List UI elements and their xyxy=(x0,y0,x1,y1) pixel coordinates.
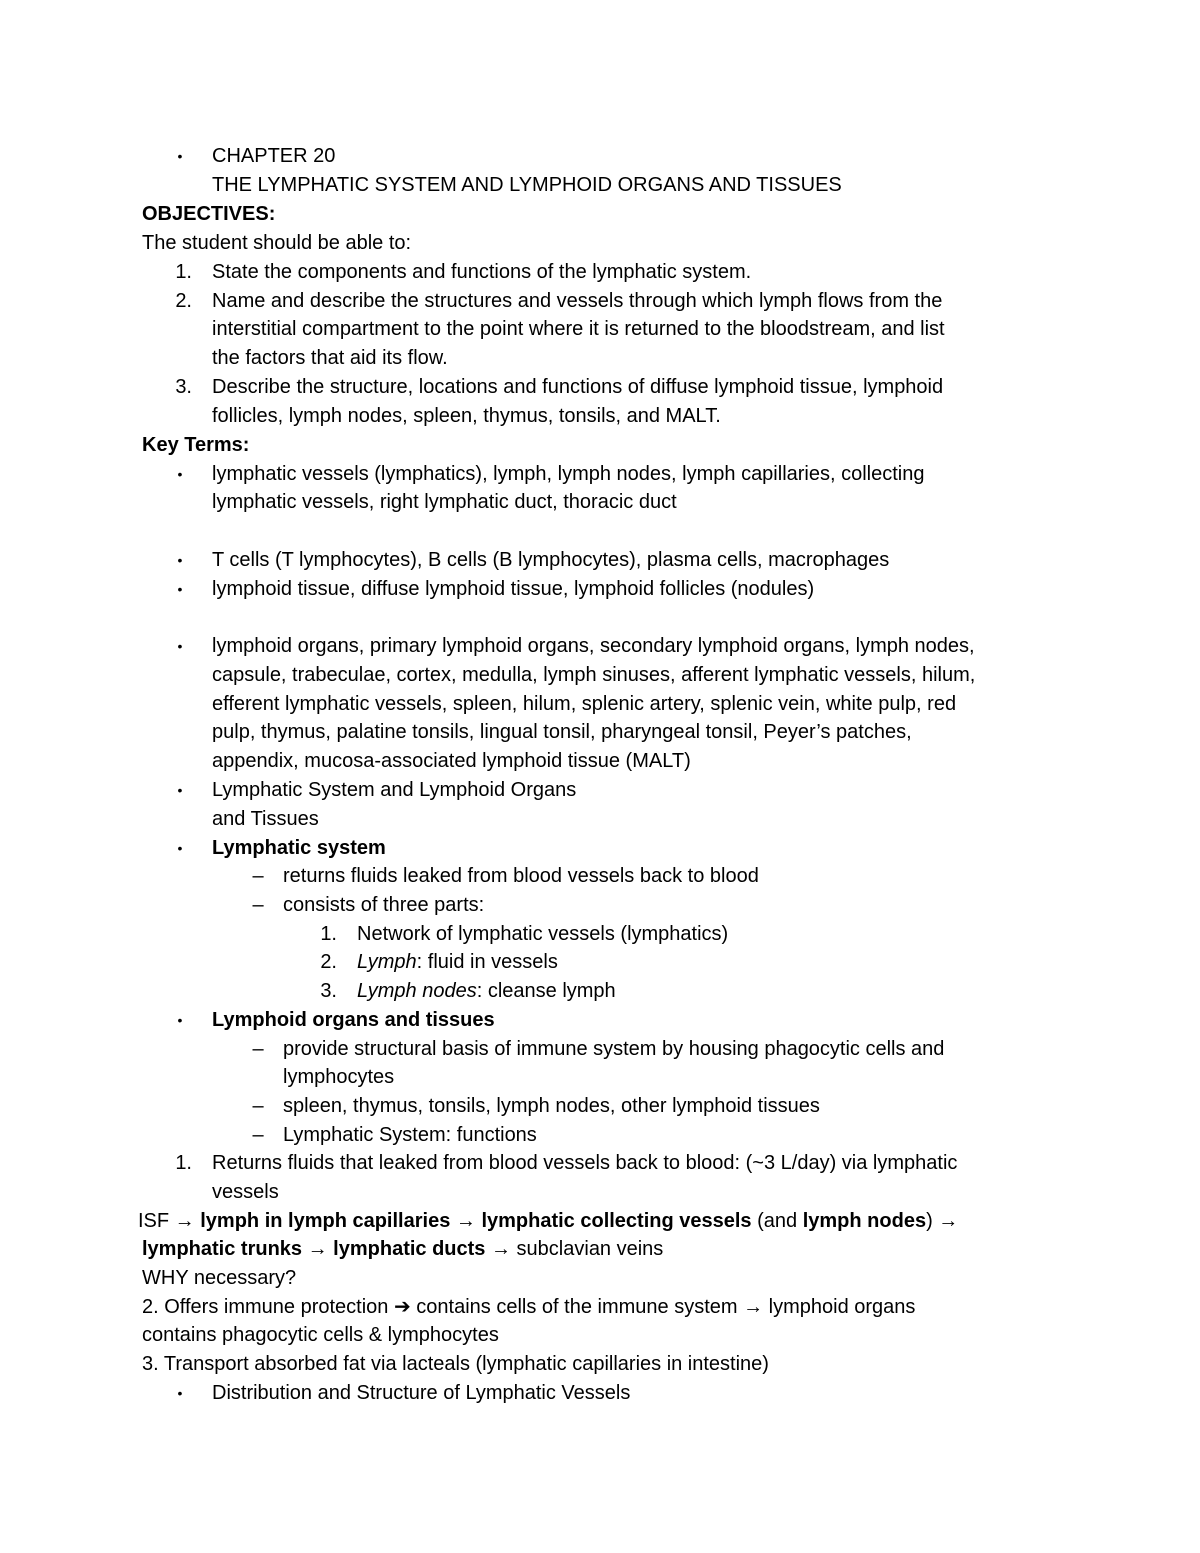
objectives-heading: OBJECTIVES: xyxy=(142,203,276,225)
objective-text: State the components and functions of the lymphatic system. xyxy=(212,261,752,283)
dash: – xyxy=(252,1095,264,1117)
function-2: 2. Offers immune protection ➔ contains cells of the immune system → lymphoid organs xyxy=(142,1296,916,1318)
part-number: 3. xyxy=(320,980,337,1002)
part-text: Lymph nodes: cleanse lymph xyxy=(357,980,616,1002)
key-term-line: appendix, mucosa-associated lymphoid tissue (MALT) xyxy=(212,750,691,772)
bullet: • xyxy=(177,552,183,568)
bullet: • xyxy=(177,638,183,654)
objectives-intro: The student should be able to: xyxy=(142,232,412,254)
sub-point: spleen, thymus, tonsils, lymph nodes, other lymphoid tissues xyxy=(283,1095,820,1117)
objective-number: 3. xyxy=(175,376,192,398)
bullet: • xyxy=(177,840,183,856)
lymphoid-organs-heading: Lymphoid organs and tissues xyxy=(212,1009,495,1031)
chapter-label: CHAPTER 20 xyxy=(212,145,336,167)
chapter-title: THE LYMPHATIC SYSTEM AND LYMPHOID ORGANS AND TISSUES xyxy=(212,174,842,196)
function-3: 3. Transport absorbed fat via lacteals (lymphatic capillaries in intestine) xyxy=(142,1353,769,1375)
objective-text: follicles, lymph nodes, spleen, thymus, tonsils, and MALT. xyxy=(212,405,721,427)
key-term-line: lymphatic vessels (lymphatics), lymph, lymph nodes, lymph capillaries, collecting xyxy=(212,463,925,485)
objective-text: Name and describe the structures and vessels through which lymph flows from the xyxy=(212,290,943,312)
bullet: • xyxy=(177,1385,183,1401)
key-term-line: T cells (T lymphocytes), B cells (B lymphocytes), plasma cells, macrophages xyxy=(212,549,890,571)
part-number: 2. xyxy=(320,951,337,973)
section-heading: and Tissues xyxy=(212,808,319,830)
part-text: Lymph: fluid in vessels xyxy=(357,951,558,973)
key-term-line: lymphoid organs, primary lymphoid organs, secondary lymphoid organs, lymph nodes, xyxy=(212,635,975,657)
sub-point: consists of three parts: xyxy=(283,894,485,916)
function-number: 1. xyxy=(175,1152,192,1174)
lymph-flow-line: ISF → lymph in lymph capillaries → lymphatic collecting vessels (and lymph nodes) → xyxy=(138,1210,959,1232)
key-term-line: capsule, trabeculae, cortex, medulla, lymph sinuses, afferent lymphatic vessels, hilum, xyxy=(212,664,976,686)
function-text: Returns fluids that leaked from blood vessels back to blood: (~3 L/day) via lymphatic xyxy=(212,1152,958,1174)
bullet: • xyxy=(177,581,183,597)
dash: – xyxy=(252,1124,264,1146)
why-question: WHY necessary? xyxy=(142,1267,297,1289)
sub-point: returns fluids leaked from blood vessels back to blood xyxy=(283,865,759,887)
dash: – xyxy=(252,1038,264,1060)
key-term-line: lymphatic vessels, right lymphatic duct, thoracic duct xyxy=(212,491,677,513)
dash: – xyxy=(252,865,264,887)
function-text: vessels xyxy=(212,1181,279,1203)
bullet: • xyxy=(177,148,183,164)
function-2: contains phagocytic cells & lymphocytes xyxy=(142,1324,499,1346)
distribution-heading: Distribution and Structure of Lymphatic Vessels xyxy=(212,1382,631,1404)
objective-number: 1. xyxy=(175,261,192,283)
lymph-flow-line: lymphatic trunks → lymphatic ducts → subclavian veins xyxy=(142,1238,664,1260)
objective-text: Describe the structure, locations and functions of diffuse lymphoid tissue, lymphoid xyxy=(212,376,944,398)
sub-point: Lymphatic System: functions xyxy=(283,1124,537,1146)
sub-point: lymphocytes xyxy=(283,1066,395,1088)
bullet: • xyxy=(177,1012,183,1028)
key-term-line: lymphoid tissue, diffuse lymphoid tissue, lymphoid follicles (nodules) xyxy=(212,578,815,600)
section-heading: Lymphatic System and Lymphoid Organs xyxy=(212,779,577,801)
part-text: Network of lymphatic vessels (lymphatics) xyxy=(357,923,729,945)
key-terms-heading: Key Terms: xyxy=(142,434,250,456)
part-number: 1. xyxy=(320,923,337,945)
objective-text: the factors that aid its flow. xyxy=(212,347,448,369)
objective-number: 2. xyxy=(175,290,192,312)
objective-text: interstitial compartment to the point where it is returned to the bloodstream, and list xyxy=(212,318,945,340)
key-term-line: efferent lymphatic vessels, spleen, hilum, splenic artery, splenic vein, white pulp, red xyxy=(212,693,957,715)
key-term-line: pulp, thymus, palatine tonsils, lingual tonsil, pharyngeal tonsil, Peyer’s patches, xyxy=(212,721,912,743)
lymphatic-system-heading: Lymphatic system xyxy=(212,837,386,859)
dash: – xyxy=(252,894,264,916)
bullet: • xyxy=(177,782,183,798)
sub-point: provide structural basis of immune system by housing phagocytic cells and xyxy=(283,1038,945,1060)
bullet: • xyxy=(177,466,183,482)
